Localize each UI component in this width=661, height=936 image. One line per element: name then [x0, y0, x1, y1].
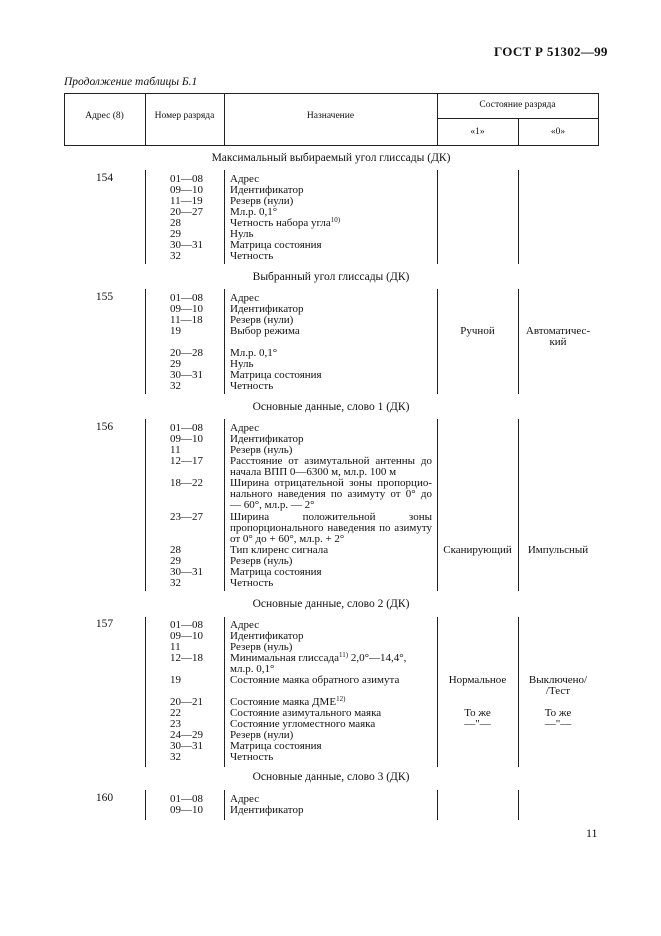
header-bit-number: Номер разряда: [154, 111, 215, 121]
bit-range: 11: [170, 641, 181, 653]
header-state-one: «1»: [470, 127, 485, 137]
group-title: Выбранный угол глиссады (ДК): [252, 271, 410, 283]
body-col-line: [437, 617, 438, 767]
body-col-line: [224, 617, 225, 767]
bit-range: 01—08: [170, 793, 203, 805]
header-bit-state: Состояние разряда: [479, 100, 556, 110]
bit-range: 29: [170, 555, 181, 567]
header-address: Адрес (8): [85, 111, 124, 121]
bit-range: 20—28: [170, 347, 203, 359]
bit-purpose: Идентификатор: [230, 303, 304, 315]
bit-purpose: Резерв (нули): [230, 195, 294, 207]
bit-purpose: Матрица состояния: [230, 369, 322, 381]
bit-range: 01—08: [170, 422, 203, 434]
bit-purpose: Идентификатор: [230, 630, 304, 642]
bit-purpose: Мл.р. 0,1°: [230, 347, 278, 359]
bit-range: 11—18: [170, 314, 203, 326]
bit-range: 19: [170, 674, 181, 686]
bit-range: 29: [170, 358, 181, 370]
bit-purpose: Четность: [230, 751, 274, 763]
bit-range: 11—19: [170, 195, 203, 207]
bit-range: 24—29: [170, 729, 203, 741]
bit-purpose: Резерв (нуль): [230, 444, 293, 456]
group-title: Основные данные, слово 3 (ДК): [252, 771, 410, 783]
bit-range: 09—10: [170, 630, 203, 642]
bit-range: 30—31: [170, 369, 203, 381]
bit-purpose: Резерв (нули): [230, 314, 294, 326]
state-one-value: Сканирующий: [443, 544, 512, 556]
page-number: 11: [586, 826, 598, 840]
bit-purpose: Матрица состояния: [230, 566, 322, 578]
bit-range: 32: [170, 751, 181, 763]
state-zero-value: /Тест: [545, 685, 571, 697]
group-title: Основные данные, слово 2 (ДК): [252, 598, 410, 610]
body-col-line: [437, 419, 438, 591]
bit-purpose-text: Состояние маяка ДМЕ: [230, 696, 337, 708]
bit-purpose: Расстояние от азимутальной антенны до: [230, 455, 432, 467]
body-col-line: [437, 289, 438, 394]
bit-range: 20—27: [170, 206, 203, 218]
bit-range: 09—10: [170, 303, 203, 315]
body-col-line: [224, 289, 225, 394]
bit-purpose: Резерв (нуль): [230, 555, 293, 567]
body-col-line: [145, 419, 146, 591]
bit-purpose: Мл.р. 0,1°: [230, 206, 278, 218]
bit-range: 23: [170, 718, 181, 730]
standard-number: ГОСТ Р 51302—99: [494, 44, 608, 59]
state-zero-value: —"—: [544, 718, 572, 730]
group-address: 155: [95, 291, 114, 303]
body-col-line: [518, 170, 519, 264]
bit-purpose-text: Минимальная глиссада: [230, 652, 339, 664]
bit-purpose: Четность: [230, 380, 274, 392]
group-title: Максимальный выбираемый угол глиссады (ДК): [211, 152, 451, 164]
bit-range: 09—10: [170, 804, 203, 816]
bit-range: 32: [170, 577, 181, 589]
bit-purpose: от 0° до + 60°, мл.р. + 2°: [230, 533, 345, 545]
state-zero-value: кий: [549, 336, 567, 348]
body-col-line: [145, 617, 146, 767]
bit-range: 32: [170, 380, 181, 392]
bit-purpose: Адрес: [230, 619, 260, 631]
body-col-line: [145, 170, 146, 264]
bit-purpose: Четность: [230, 250, 274, 262]
bit-purpose: — 60°, мл.р. — 2°: [230, 499, 315, 511]
bit-range: 28: [170, 544, 181, 556]
bit-purpose: Идентификатор: [230, 804, 304, 816]
bit-range: 01—08: [170, 292, 203, 304]
body-col-line: [145, 289, 146, 394]
bit-range: 29: [170, 228, 181, 240]
bit-purpose: Четность: [230, 577, 274, 589]
bit-purpose: Идентификатор: [230, 184, 304, 196]
group-address: 160: [95, 792, 114, 804]
body-col-line: [145, 790, 146, 820]
bit-range: 09—10: [170, 433, 203, 445]
bit-purpose: Состояние маяка обратного азимута: [230, 674, 400, 686]
bit-range: 20—21: [170, 696, 203, 708]
footnote-ref: 12): [336, 695, 346, 703]
state-zero-value: То же: [544, 707, 572, 719]
state-one-value: Нормальное: [448, 674, 507, 686]
header-state-zero: «0»: [550, 127, 566, 137]
bit-range: 12—18: [170, 652, 203, 664]
body-col-line: [437, 170, 438, 264]
body-col-line: [224, 419, 225, 591]
group-address: 156: [95, 421, 114, 433]
bit-range: 01—08: [170, 619, 203, 631]
group-address: 154: [95, 172, 114, 184]
bit-purpose: Адрес: [230, 173, 260, 185]
bit-range: 30—31: [170, 740, 203, 752]
bit-purpose: начала ВПП 0—6300 м, мл.р. 100 м: [230, 466, 397, 478]
state-one-value: Ручной: [460, 325, 495, 337]
bit-purpose: Нуль: [230, 358, 254, 370]
table-continuation-caption: Продолжение таблицы Б.1: [64, 76, 198, 88]
bit-purpose: Адрес: [230, 793, 260, 805]
bit-purpose: Ширина положительной зоны: [230, 511, 432, 523]
bit-purpose-range: 2,0°—14,4°,: [348, 652, 407, 664]
bit-range: 11: [170, 444, 181, 456]
bit-purpose: Нуль: [230, 228, 254, 240]
bit-range: 22: [170, 707, 181, 719]
body-col-line: [224, 790, 225, 820]
bit-range: 30—31: [170, 566, 203, 578]
bit-range: 01—08: [170, 173, 203, 185]
bit-purpose: Состояние угломестного маяка: [230, 718, 376, 730]
body-col-line: [518, 790, 519, 820]
bit-purpose: мл.р. 0,1°: [230, 663, 275, 675]
bit-purpose-text: Четность набора угла: [230, 217, 331, 229]
bit-range: 18—22: [170, 477, 203, 489]
bit-purpose: Резерв (нуль): [230, 641, 293, 653]
state-zero-value: Импульсный: [527, 544, 589, 556]
bit-purpose: Адрес: [230, 292, 260, 304]
bit-range: 12—17: [170, 455, 203, 467]
bit-purpose: Матрица состояния: [230, 239, 322, 251]
group-address: 157: [95, 618, 114, 630]
state-one-value: —"—: [464, 718, 491, 730]
bit-purpose: Состояние азимутального маяка: [230, 707, 382, 719]
bit-purpose: Выбор режима: [230, 325, 300, 337]
bit-purpose: Ширина отрицательной зоны пропорцио-: [230, 477, 432, 489]
state-one-value: То же: [464, 707, 491, 719]
state-zero-value: Выключено/: [528, 674, 588, 686]
bit-purpose: Резерв (нули): [230, 729, 294, 741]
group-title: Основные данные, слово 1 (ДК): [252, 401, 410, 413]
body-col-line: [518, 419, 519, 591]
bit-range: 32: [170, 250, 181, 262]
bit-range: 19: [170, 325, 181, 337]
footnote-ref: 11): [338, 651, 349, 659]
bit-range: 30—31: [170, 239, 203, 251]
body-col-line: [224, 170, 225, 264]
bit-purpose: Матрица состояния: [230, 740, 322, 752]
bit-purpose: пропорционального наведения по азимуту: [230, 522, 432, 534]
bit-purpose: Тип клиренс сигнала: [230, 544, 329, 556]
bit-range: 09—10: [170, 184, 203, 196]
bit-range: 28: [170, 217, 181, 229]
header-bottom-border: [64, 145, 599, 146]
bit-range: 23—27: [170, 511, 203, 523]
header-purpose: Назначение: [306, 111, 355, 121]
bit-purpose: нального наведения по азимуту от 0° до: [230, 488, 432, 500]
bit-purpose: Идентификатор: [230, 433, 304, 445]
bit-purpose: Адрес: [230, 422, 260, 434]
footnote-ref: 10): [330, 216, 341, 224]
state-zero-value: Автоматичес-: [525, 325, 591, 337]
body-col-line: [437, 790, 438, 820]
table-right-border: [598, 93, 599, 145]
